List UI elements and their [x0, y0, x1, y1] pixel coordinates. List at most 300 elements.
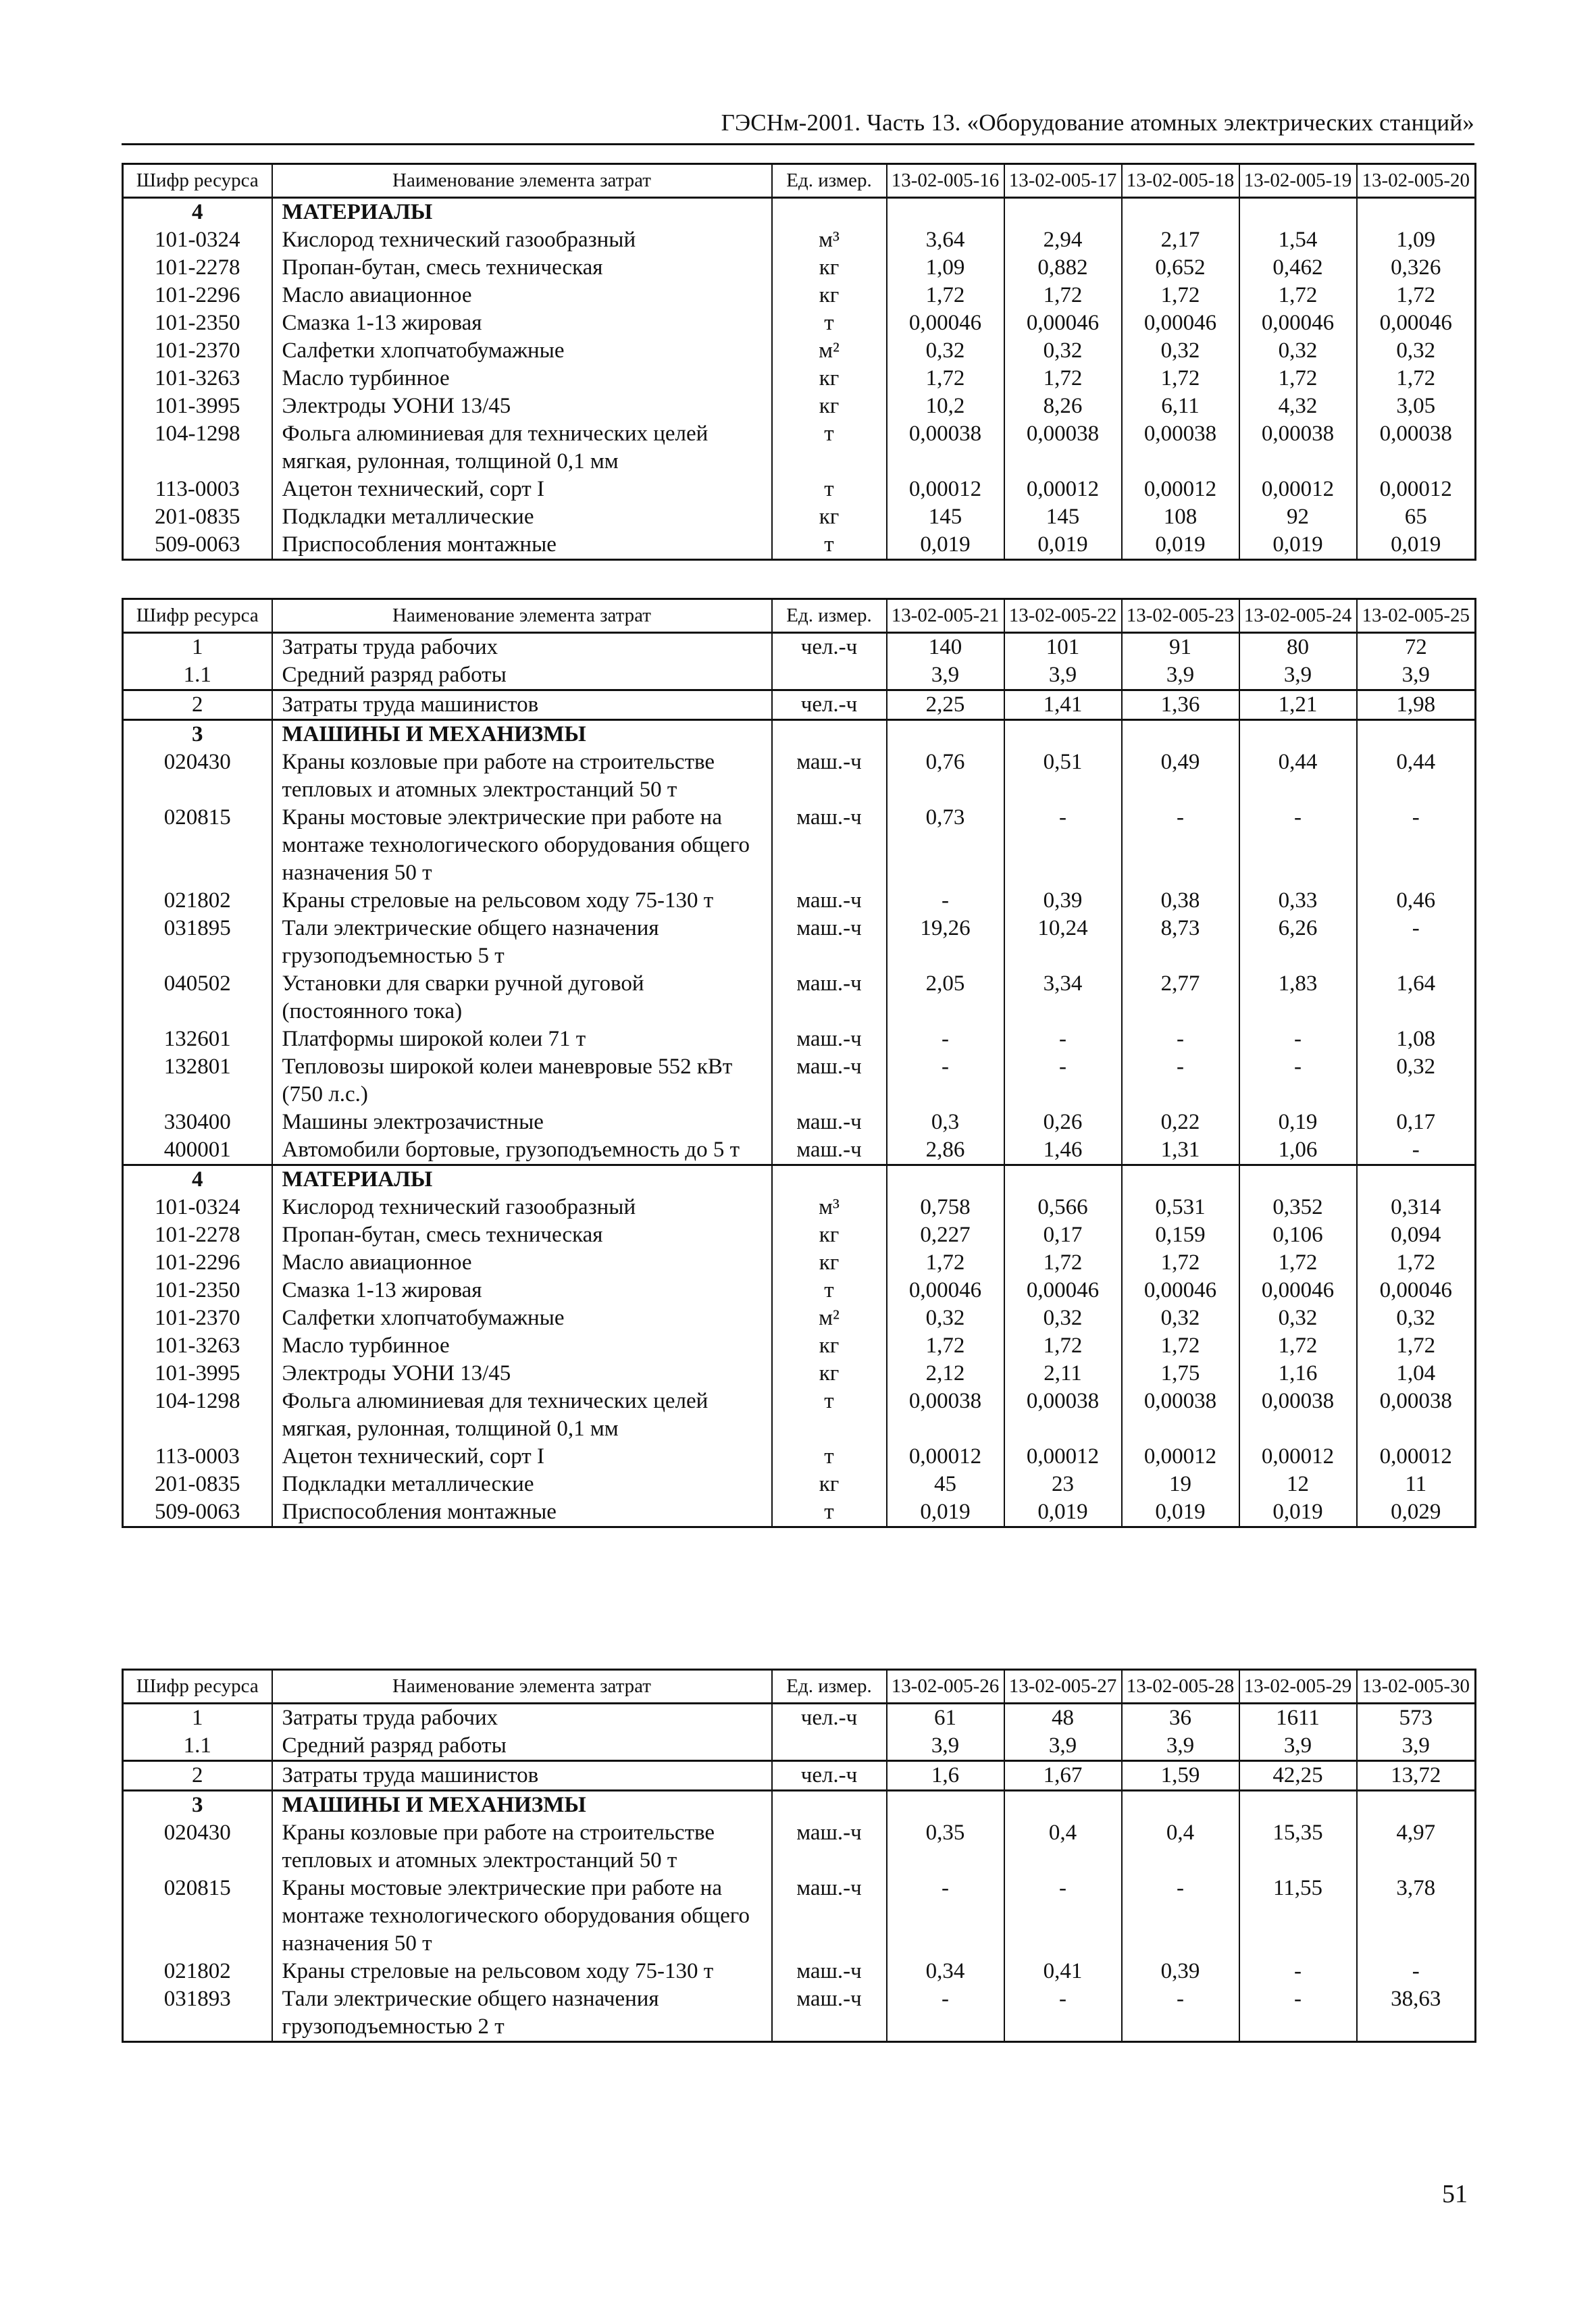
norm-value-cell: 1,72: [1004, 1332, 1122, 1360]
norm-value-cell: 19,26: [887, 915, 1004, 970]
resource-table-2: [122, 598, 1476, 1528]
norm-value-cell: -: [1357, 915, 1476, 970]
norm-value-cell: 108: [1122, 503, 1239, 531]
resource-code-cell: 101-2278: [123, 254, 272, 282]
norm-value-cell: 0,00038: [1122, 1388, 1239, 1443]
cost-element-name-cell: Автомобили бортовые, грузоподъемность до 5 т: [272, 1136, 772, 1165]
norm-value-cell: 42,25: [1239, 1761, 1357, 1791]
norm-value-cell: -: [1357, 804, 1476, 887]
cost-element-name-cell: Платформы широкой колеи 71 т: [272, 1025, 772, 1053]
norm-value-cell: [1239, 720, 1357, 749]
norm-value-cell: 3,34: [1004, 970, 1122, 1025]
norm-value-cell: 4,32: [1239, 392, 1357, 420]
norm-value-cell: 2,77: [1122, 970, 1239, 1025]
norm-value-cell: 10,2: [887, 392, 1004, 420]
table-row: [123, 1958, 1476, 1985]
resource-code-cell: 101-2296: [123, 1249, 272, 1277]
table-row: [123, 1304, 1476, 1332]
cost-element-name-cell: МАШИНЫ И МЕХАНИЗМЫ: [272, 1791, 772, 1820]
unit-cell: маш.-ч: [772, 915, 887, 970]
resource-code-cell: 101-2370: [123, 337, 272, 365]
unit-cell: т: [772, 531, 887, 560]
norm-value-cell: 0,462: [1239, 254, 1357, 282]
norm-value-cell: 0,00012: [1122, 1443, 1239, 1471]
cost-element-name-cell: Смазка 1-13 жировая: [272, 1277, 772, 1304]
norm-value-cell: 4,97: [1357, 1819, 1476, 1875]
cost-element-name-cell: Фольга алюминиевая для технических целей мягкая, рулонная, толщиной 0,1 мм: [272, 1388, 772, 1443]
header-norm-5: 13-02-005-30: [1357, 1670, 1476, 1704]
norm-value-cell: 1,83: [1239, 970, 1357, 1025]
cost-element-name-cell: Салфетки хлопчатобумажные: [272, 1304, 772, 1332]
section-heading-row: [123, 198, 1476, 227]
norm-value-cell: [1122, 1791, 1239, 1820]
resource-table-3: [122, 1669, 1476, 2043]
header-norm-5: 13-02-005-20: [1357, 164, 1476, 198]
unit-cell: маш.-ч: [772, 970, 887, 1025]
norm-value-cell: 573: [1357, 1704, 1476, 1733]
norm-value-cell: [887, 1791, 1004, 1820]
table-row: [123, 254, 1476, 282]
norm-value-cell: 0,39: [1122, 1958, 1239, 1985]
norm-value-cell: 0,00012: [887, 476, 1004, 503]
cost-element-name-cell: МАТЕРИАЛЫ: [272, 1165, 772, 1194]
resource-code-cell: 101-2350: [123, 309, 272, 337]
norm-value-cell: 10,24: [1004, 915, 1122, 970]
header-rule: [122, 143, 1474, 145]
norm-value-cell: 0,00012: [1357, 1443, 1476, 1471]
norm-value-cell: 0,32: [1004, 1304, 1122, 1332]
norm-value-cell: 1,72: [1122, 365, 1239, 392]
norm-value-cell: -: [1004, 1875, 1122, 1958]
norm-value-cell: 80: [1239, 633, 1357, 662]
norm-value-cell: 0,32: [1122, 1304, 1239, 1332]
table-row: [123, 476, 1476, 503]
unit-cell: [772, 661, 887, 690]
table-row: [123, 661, 1476, 690]
norm-value-cell: [1239, 1791, 1357, 1820]
norm-value-cell: 1,09: [1357, 226, 1476, 254]
norm-value-cell: [1357, 1165, 1476, 1194]
norm-value-cell: 1,72: [1239, 1332, 1357, 1360]
norm-value-cell: [1122, 720, 1239, 749]
norm-value-cell: 1,72: [1239, 1249, 1357, 1277]
norm-value-cell: 0,17: [1357, 1109, 1476, 1136]
unit-cell: маш.-ч: [772, 804, 887, 887]
norm-value-cell: 145: [887, 503, 1004, 531]
norm-value-cell: 1,72: [1357, 282, 1476, 309]
norm-value-cell: -: [1122, 804, 1239, 887]
norm-value-cell: 0,00038: [1004, 1388, 1122, 1443]
table-row: [123, 1819, 1476, 1875]
table-row: [123, 1360, 1476, 1388]
unit-cell: кг: [772, 503, 887, 531]
norm-value-cell: 1,54: [1239, 226, 1357, 254]
norm-value-cell: 0,00038: [1004, 420, 1122, 476]
norm-value-cell: 0,3: [887, 1109, 1004, 1136]
norm-value-cell: 1,72: [887, 1332, 1004, 1360]
table-row: [123, 1443, 1476, 1471]
norm-value-cell: -: [887, 1985, 1004, 2042]
norm-value-cell: 0,00038: [1239, 1388, 1357, 1443]
norm-value-cell: -: [1122, 1875, 1239, 1958]
norm-value-cell: 2,25: [887, 690, 1004, 720]
norm-value-cell: [1357, 1791, 1476, 1820]
unit-cell: маш.-ч: [772, 887, 887, 915]
norm-value-cell: -: [1004, 1053, 1122, 1109]
cost-element-name-cell: Электроды УОНИ 13/45: [272, 392, 772, 420]
norm-value-cell: 0,758: [887, 1194, 1004, 1221]
header-norm-2: 13-02-005-17: [1004, 164, 1122, 198]
table-row: [123, 365, 1476, 392]
resource-code-cell: 113-0003: [123, 476, 272, 503]
norm-value-cell: 0,32: [1357, 1304, 1476, 1332]
norm-value-cell: 3,9: [1004, 661, 1122, 690]
norm-value-cell: -: [1122, 1985, 1239, 2042]
norm-value-cell: [1122, 1165, 1239, 1194]
norm-value-cell: 1,72: [1357, 1332, 1476, 1360]
norm-value-cell: [1357, 720, 1476, 749]
header-norm-5: 13-02-005-25: [1357, 599, 1476, 633]
resource-code-cell: 031893: [123, 1985, 272, 2042]
norm-value-cell: -: [1004, 1985, 1122, 2042]
resource-code-cell: 330400: [123, 1109, 272, 1136]
norm-value-cell: 36: [1122, 1704, 1239, 1733]
header-norm-3: 13-02-005-18: [1122, 164, 1239, 198]
cost-element-name-cell: Подкладки металлические: [272, 1471, 772, 1498]
norm-value-cell: -: [1122, 1053, 1239, 1109]
norm-value-cell: 15,35: [1239, 1819, 1357, 1875]
table-row: [123, 1732, 1476, 1761]
unit-cell: маш.-ч: [772, 1109, 887, 1136]
table-row: [123, 1109, 1476, 1136]
table-header-row: [123, 599, 1476, 633]
norm-value-cell: 0,49: [1122, 748, 1239, 804]
norm-value-cell: 91: [1122, 633, 1239, 662]
norm-value-cell: 0,094: [1357, 1221, 1476, 1249]
unit-cell: маш.-ч: [772, 1958, 887, 1985]
cost-element-name-cell: Средний разряд работы: [272, 1732, 772, 1761]
table-row: [123, 1249, 1476, 1277]
norm-value-cell: 0,00012: [887, 1443, 1004, 1471]
norm-value-cell: 8,73: [1122, 915, 1239, 970]
unit-cell: [772, 1732, 887, 1761]
norm-value-cell: 1,64: [1357, 970, 1476, 1025]
norm-value-cell: 2,05: [887, 970, 1004, 1025]
cost-element-name-cell: Кислород технический газообразный: [272, 226, 772, 254]
page-number: 51: [1442, 2180, 1468, 2208]
norm-value-cell: 0,00046: [1239, 309, 1357, 337]
resource-code-cell: 509-0063: [123, 531, 272, 560]
norm-value-cell: 0,00012: [1357, 476, 1476, 503]
norm-value-cell: 1,72: [887, 1249, 1004, 1277]
table-row: [123, 887, 1476, 915]
cost-element-name-cell: Салфетки хлопчатобумажные: [272, 337, 772, 365]
resource-code-cell: 1.1: [123, 1732, 272, 1761]
unit-cell: чел.-ч: [772, 1704, 887, 1733]
cost-element-name-cell: Тали электрические общего назначения грузоподъемностью 5 т: [272, 915, 772, 970]
norm-value-cell: 3,9: [1357, 661, 1476, 690]
unit-cell: чел.-ч: [772, 633, 887, 662]
cost-element-name-cell: Ацетон технический, сорт I: [272, 476, 772, 503]
table-row: [123, 226, 1476, 254]
cost-element-name-cell: Установки для сварки ручной дуговой (постоянного тока): [272, 970, 772, 1025]
norm-value-cell: 0,44: [1239, 748, 1357, 804]
cost-element-name-cell: МАТЕРИАЛЫ: [272, 198, 772, 227]
norm-value-cell: 2,94: [1004, 226, 1122, 254]
norm-value-cell: 0,00012: [1239, 1443, 1357, 1471]
norm-value-cell: 1611: [1239, 1704, 1357, 1733]
resource-code-cell: 2: [123, 690, 272, 720]
norm-value-cell: 0,019: [1004, 1498, 1122, 1527]
unit-cell: м³: [772, 1194, 887, 1221]
norm-value-cell: 0,00046: [1004, 309, 1122, 337]
norm-value-cell: -: [1122, 1025, 1239, 1053]
table-row: [123, 1053, 1476, 1109]
resource-code-cell: 101-2350: [123, 1277, 272, 1304]
unit-cell: маш.-ч: [772, 1025, 887, 1053]
norm-value-cell: 0,00038: [1357, 420, 1476, 476]
norm-value-cell: -: [1357, 1136, 1476, 1165]
resource-code-cell: 021802: [123, 887, 272, 915]
header-norm-4: 13-02-005-29: [1239, 1670, 1357, 1704]
norm-value-cell: 38,63: [1357, 1985, 1476, 2042]
norm-value-cell: 0,882: [1004, 254, 1122, 282]
norm-value-cell: 3,9: [1239, 1732, 1357, 1761]
table-header-row: [123, 164, 1476, 198]
norm-value-cell: 12: [1239, 1471, 1357, 1498]
header-norm-2: 13-02-005-22: [1004, 599, 1122, 633]
norm-value-cell: 101: [1004, 633, 1122, 662]
norm-value-cell: 0,22: [1122, 1109, 1239, 1136]
cost-element-name-cell: Кислород технический газообразный: [272, 1194, 772, 1221]
norm-value-cell: 3,64: [887, 226, 1004, 254]
norm-value-cell: 1,72: [1239, 365, 1357, 392]
table-row: [123, 1875, 1476, 1958]
norm-value-cell: 0,314: [1357, 1194, 1476, 1221]
table-row: [123, 392, 1476, 420]
norm-value-cell: 1,04: [1357, 1360, 1476, 1388]
resource-code-cell: 101-0324: [123, 1194, 272, 1221]
norm-value-cell: 1,31: [1122, 1136, 1239, 1165]
cost-element-name-cell: Фольга алюминиевая для технических целей мягкая, рулонная, толщиной 0,1 мм: [272, 420, 772, 476]
header-norm-4: 13-02-005-24: [1239, 599, 1357, 633]
cost-element-name-cell: Пропан-бутан, смесь техническая: [272, 254, 772, 282]
resource-code-cell: 201-0835: [123, 1471, 272, 1498]
norm-value-cell: 0,019: [1239, 531, 1357, 560]
norm-value-cell: 2,12: [887, 1360, 1004, 1388]
header-unit: Ед. измер.: [772, 599, 887, 633]
norm-value-cell: 1,59: [1122, 1761, 1239, 1791]
norm-value-cell: 1,6: [887, 1761, 1004, 1791]
norm-value-cell: -: [1357, 1958, 1476, 1985]
header-resource-code: Шифр ресурса: [123, 1670, 272, 1704]
norm-value-cell: 6,11: [1122, 392, 1239, 420]
resource-code-cell: 1: [123, 633, 272, 662]
norm-value-cell: -: [887, 1875, 1004, 1958]
unit-cell: [772, 720, 887, 749]
norm-value-cell: 0,46: [1357, 887, 1476, 915]
header-unit: Ед. измер.: [772, 1670, 887, 1704]
table-row: [123, 420, 1476, 476]
unit-cell: чел.-ч: [772, 1761, 887, 1791]
unit-cell: маш.-ч: [772, 1053, 887, 1109]
cost-element-name-cell: Пропан-бутан, смесь техническая: [272, 1221, 772, 1249]
norm-value-cell: 0,019: [887, 1498, 1004, 1527]
resource-code-cell: 104-1298: [123, 420, 272, 476]
unit-cell: маш.-ч: [772, 748, 887, 804]
table-row: [123, 1194, 1476, 1221]
norm-value-cell: 3,78: [1357, 1875, 1476, 1958]
norm-value-cell: 2,11: [1004, 1360, 1122, 1388]
resource-table-1: [122, 163, 1476, 561]
norm-value-cell: 0,32: [1239, 1304, 1357, 1332]
norm-value-cell: 0,159: [1122, 1221, 1239, 1249]
norm-value-cell: 0,531: [1122, 1194, 1239, 1221]
norm-value-cell: [1239, 1165, 1357, 1194]
unit-cell: кг: [772, 1249, 887, 1277]
norm-value-cell: 1,72: [1122, 1332, 1239, 1360]
table-row: [123, 1704, 1476, 1733]
norm-value-cell: -: [887, 1025, 1004, 1053]
resource-code-cell: 101-2370: [123, 1304, 272, 1332]
norm-value-cell: 0,34: [887, 1958, 1004, 1985]
norm-value-cell: 0,00046: [1357, 309, 1476, 337]
norm-value-cell: 0,652: [1122, 254, 1239, 282]
norm-value-cell: 1,72: [1004, 282, 1122, 309]
cost-element-name-cell: Краны стреловые на рельсовом ходу 75-130 т: [272, 1958, 772, 1985]
cost-element-name-cell: Масло турбинное: [272, 1332, 772, 1360]
norm-value-cell: 1,72: [1004, 1249, 1122, 1277]
resource-code-cell: 101-3263: [123, 365, 272, 392]
norm-value-cell: 0,32: [887, 1304, 1004, 1332]
norm-value-cell: [1004, 720, 1122, 749]
norm-value-cell: [887, 720, 1004, 749]
norm-value-cell: [1004, 1165, 1122, 1194]
table-row: [123, 970, 1476, 1025]
cost-element-name-cell: Приспособления монтажные: [272, 1498, 772, 1527]
norm-value-cell: 0,41: [1004, 1958, 1122, 1985]
norm-value-cell: 0,00012: [1122, 476, 1239, 503]
unit-cell: чел.-ч: [772, 690, 887, 720]
cost-element-name-cell: Краны мостовые электрические при работе на монтаже технологического оборудования общего назначения 50 т: [272, 804, 772, 887]
norm-value-cell: 3,9: [1122, 1732, 1239, 1761]
unit-cell: кг: [772, 282, 887, 309]
table-row: [123, 1277, 1476, 1304]
cost-element-name-cell: Краны козловые при работе на строительстве тепловых и атомных электростанций 50 т: [272, 1819, 772, 1875]
norm-value-cell: 0,019: [1004, 531, 1122, 560]
norm-value-cell: 19: [1122, 1471, 1239, 1498]
cost-element-name-cell: Масло турбинное: [272, 365, 772, 392]
unit-cell: кг: [772, 365, 887, 392]
norm-value-cell: 1,08: [1357, 1025, 1476, 1053]
norm-value-cell: 0,4: [1004, 1819, 1122, 1875]
table-row: [123, 690, 1476, 720]
header-norm-2: 13-02-005-27: [1004, 1670, 1122, 1704]
norm-value-cell: [1004, 198, 1122, 227]
norm-value-cell: 2,17: [1122, 226, 1239, 254]
norm-value-cell: 1,72: [1357, 365, 1476, 392]
table-row: [123, 337, 1476, 365]
norm-value-cell: 11: [1357, 1471, 1476, 1498]
norm-value-cell: [1357, 198, 1476, 227]
norm-value-cell: 23: [1004, 1471, 1122, 1498]
header-norm-4: 13-02-005-19: [1239, 164, 1357, 198]
resource-code-cell: 020430: [123, 748, 272, 804]
norm-value-cell: 0,019: [1122, 1498, 1239, 1527]
norm-value-cell: 0,352: [1239, 1194, 1357, 1221]
resource-code-cell: 4: [123, 1165, 272, 1194]
norm-value-cell: 1,72: [1239, 282, 1357, 309]
norm-value-cell: 72: [1357, 633, 1476, 662]
resource-code-cell: 400001: [123, 1136, 272, 1165]
cost-element-name-cell: Подкладки металлические: [272, 503, 772, 531]
norm-value-cell: 0,32: [1122, 337, 1239, 365]
norm-value-cell: 48: [1004, 1704, 1122, 1733]
unit-cell: т: [772, 1498, 887, 1527]
norm-value-cell: 0,019: [1122, 531, 1239, 560]
unit-cell: [772, 198, 887, 227]
cost-element-name-cell: Масло авиационное: [272, 1249, 772, 1277]
header-norm-1: 13-02-005-26: [887, 1670, 1004, 1704]
norm-value-cell: 0,00038: [1357, 1388, 1476, 1443]
norm-value-cell: 3,9: [887, 661, 1004, 690]
norm-value-cell: 0,32: [1357, 337, 1476, 365]
norm-value-cell: [1004, 1791, 1122, 1820]
cost-element-name-cell: Затраты труда рабочих: [272, 1704, 772, 1733]
norm-value-cell: 0,17: [1004, 1221, 1122, 1249]
norm-value-cell: 3,9: [887, 1732, 1004, 1761]
norm-value-cell: -: [1004, 1025, 1122, 1053]
norm-value-cell: 0,73: [887, 804, 1004, 887]
unit-cell: т: [772, 476, 887, 503]
norm-value-cell: 0,19: [1239, 1109, 1357, 1136]
norm-value-cell: 1,72: [887, 365, 1004, 392]
unit-cell: маш.-ч: [772, 1875, 887, 1958]
table-row: [123, 1985, 1476, 2042]
unit-cell: м³: [772, 226, 887, 254]
cost-element-name-cell: МАШИНЫ И МЕХАНИЗМЫ: [272, 720, 772, 749]
table-row: [123, 282, 1476, 309]
table-row: [123, 1471, 1476, 1498]
cost-element-name-cell: Приспособления монтажные: [272, 531, 772, 560]
norm-value-cell: 0,00038: [887, 1388, 1004, 1443]
norm-value-cell: 0,4: [1122, 1819, 1239, 1875]
norm-value-cell: 0,019: [1357, 531, 1476, 560]
unit-cell: кг: [772, 392, 887, 420]
norm-value-cell: 0,32: [1239, 337, 1357, 365]
norm-value-cell: 6,26: [1239, 915, 1357, 970]
norm-value-cell: -: [1004, 804, 1122, 887]
cost-element-name-cell: Краны козловые при работе на строительстве тепловых и атомных электростанций 50 т: [272, 748, 772, 804]
unit-cell: т: [772, 1443, 887, 1471]
resource-code-cell: 1.1: [123, 661, 272, 690]
resource-code-cell: 020430: [123, 1819, 272, 1875]
norm-value-cell: 0,32: [1357, 1053, 1476, 1109]
table-row: [123, 1761, 1476, 1791]
norm-value-cell: 0,106: [1239, 1221, 1357, 1249]
norm-value-cell: -: [887, 1053, 1004, 1109]
norm-value-cell: 1,72: [1122, 1249, 1239, 1277]
norm-value-cell: -: [1239, 1985, 1357, 2042]
norm-value-cell: 8,26: [1004, 392, 1122, 420]
resource-code-cell: 101-3995: [123, 392, 272, 420]
header-norm-1: 13-02-005-21: [887, 599, 1004, 633]
resource-code-cell: 201-0835: [123, 503, 272, 531]
norm-value-cell: [887, 1165, 1004, 1194]
table-row: [123, 633, 1476, 662]
unit-cell: маш.-ч: [772, 1136, 887, 1165]
resource-code-cell: 1: [123, 1704, 272, 1733]
